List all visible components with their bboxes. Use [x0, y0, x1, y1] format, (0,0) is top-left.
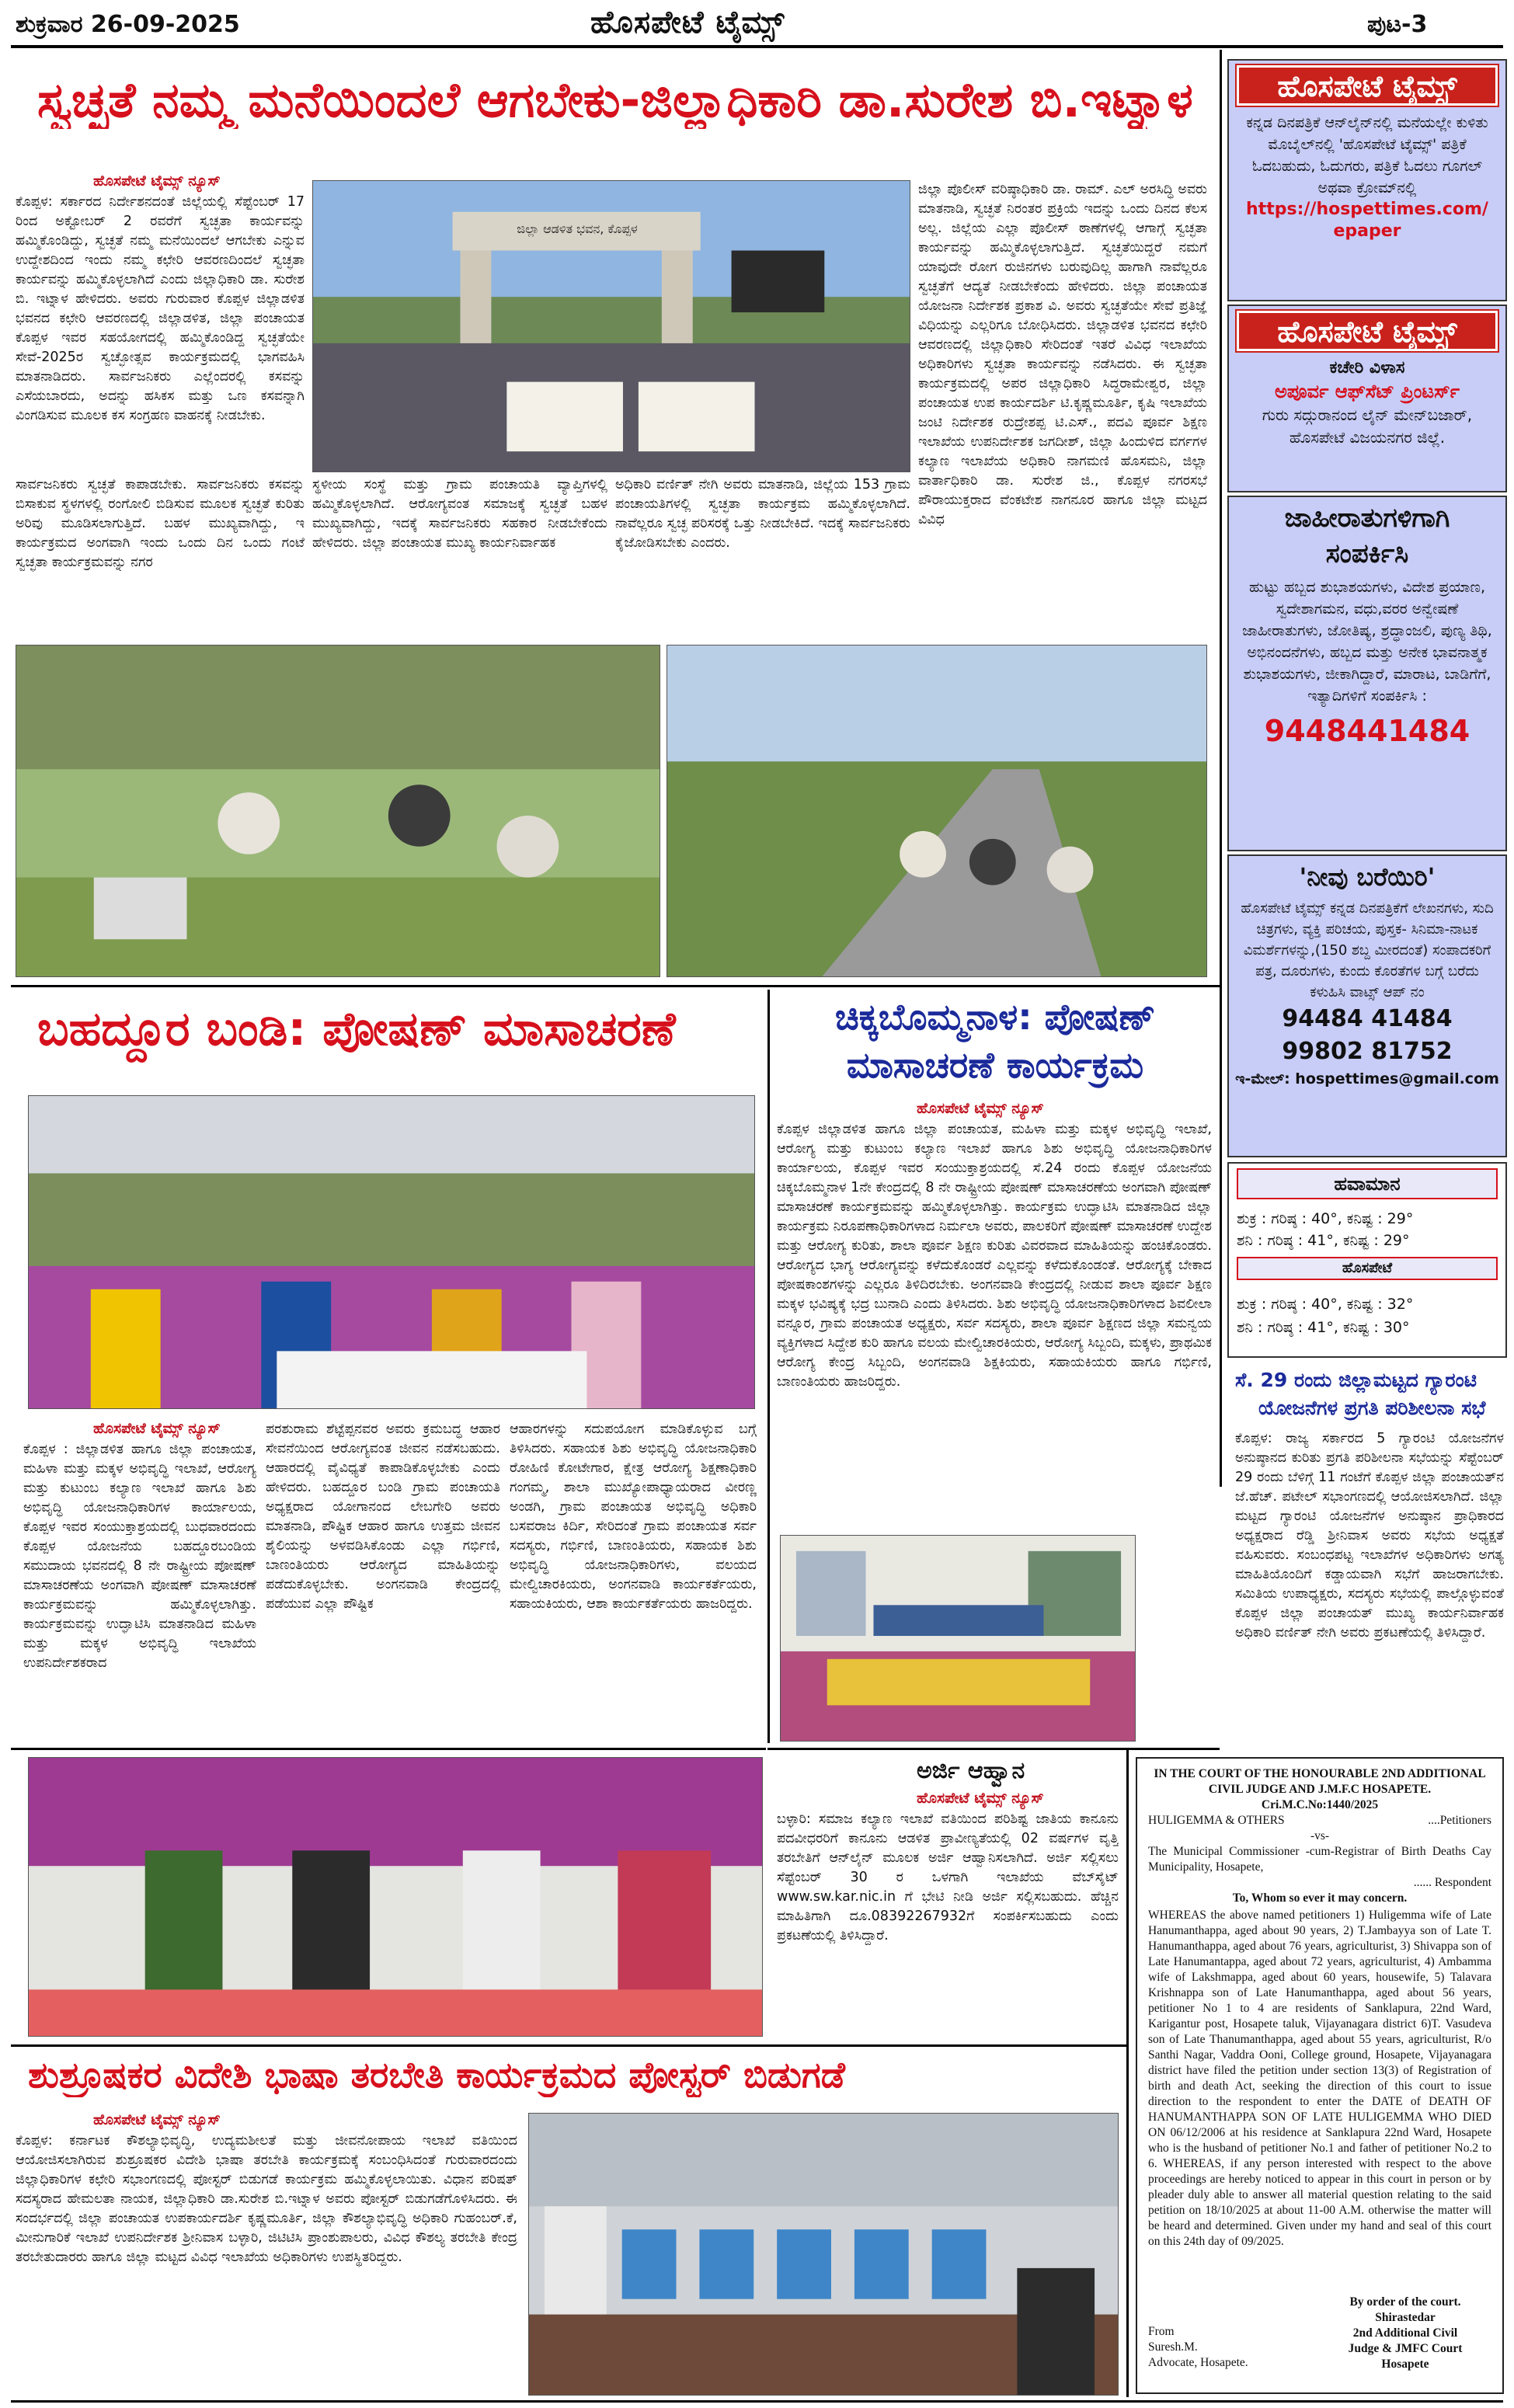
- sidebar-ad1-title: ಹೊಸಪೇಟೆ ಟೈಮ್ಸ್: [1237, 65, 1498, 106]
- masthead-page-number: ಪುಟ-3: [1367, 11, 1428, 38]
- story1-byline: ಹೊಸಪೇಟೆ ಟೈಮ್ಸ್ ನ್ಯೂಸ್: [93, 172, 221, 190]
- story3-byline: ಹೊಸಪೇಟೆ ಟೈಮ್ಸ್ ನ್ಯೂಸ್: [917, 1100, 1044, 1117]
- story-divider-court: [1126, 1752, 1129, 2397]
- story1-column-2: ಸ್ಥಳೀಯ ಸಂಸ್ಥೆ ಮತ್ತು ಗ್ರಾಮ ಪಂಚಾಯತಿ ವ್ಯಾಪ್ತಿಗಳಲ್ಲಿ ಹಮ್ಮಿಕೊಳ್ಳಲಾಗಿದೆ. ಆರೋಗ್ಯವಂತ ಸಮಾಜಕ್ಕೆ ಸ್ವಚ್ಛತೆ ಬಹಳ ಮುಖ್ಯವಾಗಿದ್ದು, ಇದಕ್ಕೆ ಸಾರ್ವಜನಿಕರು ಸಹಕಾರ ನೀಡಬೇಕೆಂದು ಹೇಳಿದರು. ಜಿಲ್ಲಾ ಪಂಚಾಯತ ಮುಖ್ಯ ಕಾರ್ಯನಿರ್ವಾಹಕ: [312, 477, 607, 551]
- masthead-rule: [11, 45, 1503, 48]
- story1-headline: ಸ್ವಚ್ಛತೆ ನಮ್ಮ ಮನೆಯಿಂದಲೆ ಆಗಬೇಕು-ಜಿಲ್ಲಾಧಿಕಾರಿ ಡಾ.ಸುರೇಶ ಬಿ.ಇಟ್ನಾಳ: [37, 71, 1193, 128]
- sidebar-ad2-label: ಕಚೇರಿ ವಿಳಾಸ: [1329, 358, 1405, 378]
- sidebar-weather: [1227, 1162, 1507, 1358]
- court-order-role1: Shirastedar: [1375, 2311, 1436, 2324]
- story2-byline: ಹೊಸಪೇಟೆ ಟೈಮ್ಸ್ ನ್ಯೂಸ್: [93, 1420, 221, 1437]
- story2-column-3: ಆಹಾರಗಳನ್ನು ಸದುಪಯೋಗ ಮಾಡಿಕೊಳ್ಳುವ ಬಗ್ಗೆ ತಿಳಿಸಿದರು. ಸಹಾಯಕ ಶಿಶು ಅಭಿವೃದ್ಧಿ ಯೋಜನಾಧಿಕಾರಿ ರೋಹಿಣಿ ಕೋಟೇಗಾರ, ಕ್ಷೇತ್ರ ಆರೋಗ್ಯ ಶಿಕ್ಷಣಾಧಿಕಾರಿ ಗಂಗಮ್ಮ, ಶಾಲಾ ಮುಖ್ಯೋಪಾಧ್ಯಾಯರಾದ ವೀರಣ್ಣ ಅಂಡಗಿ, ಗ್ರಾಮ ಪಂಚಾಯತ ಅಭಿವೃದ್ಧಿ ಅಧಿಕಾರಿ ಬಸವರಾಜ ಕಿರ್ದಿ, ಸೇರಿದಂತೆ ಗ್ರಾಮ ಪಂಚಾಯತ ಸರ್ವ ಸದಸ್ಯರು, ಗರ್ಭಿಣಿ, ಬಾಣಂತಿಯರು, ಸಹಾಯಕ ಶಿಶು ಅಭಿವೃದ್ಧಿ ಯೋಜನಾಧಿಕಾರಿಗಳು, ವಲಯದ ಮೇಲ್ವಿಚಾರಕಿಯರು, ಅಂಗನವಾಡಿ ಕಾರ್ಯಕರ್ತೆಯರು, ಸಹಾಯಕಿಯರು, ಆಶಾ ಕಾರ್ಯಕರ್ತೆಯರು ಹಾಜರಿದ್ದರು.: [510, 1421, 757, 1612]
- story6-photo-event: [28, 1757, 763, 2037]
- story5-headline: ಅರ್ಜಿ ಆಹ್ವಾನ: [917, 1757, 1025, 1784]
- masthead-date: ಶುಕ್ರವಾರ 26-09-2025: [16, 11, 240, 38]
- section-rule-story5: [767, 1748, 1220, 1750]
- court-from-title: Advocate, Hosapete.: [1148, 2356, 1248, 2369]
- weather-koppal-row-2: [1229, 1229, 1410, 1252]
- court-party1: HULIGEMMA & OTHERS: [1148, 1814, 1285, 1827]
- court-from: [1148, 2324, 1303, 2371]
- weather-hospet-title: ಹೊಸಪೇಟೆ: [1237, 1257, 1498, 1280]
- weather-value: : ಗರಿಷ್ಠ : 40°, ಕನಿಷ್ಟ : 29°: [1261, 1210, 1414, 1227]
- court-heading: IN THE COURT OF THE HONOURABLE 2ND ADDITIONAL CIVIL JUDGE AND J.M.F.C HOSAPETE.: [1154, 1767, 1486, 1796]
- sidebar-ad2-title: ಹೊಸಪೇಟೆ ಟೈಮ್ಸ್: [1237, 311, 1498, 351]
- court-party1-row: [1148, 1813, 1491, 1829]
- sidebar-ad4-title: 'ನೀವು ಬರೆಯಿರಿ': [1299, 862, 1436, 892]
- story1-column-1b: ಸಾರ್ವಜನಿಕರು ಸ್ವಚ್ಛತೆ ಕಾಪಾಡಬೇಕು. ಸಾರ್ವಜನಿಕರು ಕಸವನ್ನು ಬಿಸಾಕುವ ಸ್ಥಳಗಳಲ್ಲಿ ರಂಗೋಲಿ ಬಿಡಿಸುವ ಮೂಲಕ ಸ್ವಚ್ಛತೆ ಕುರಿತು ಅರಿವು ಮೂಡಿಸಲಾಗುತ್ತಿದೆ. ಬಹಳ ಮುಖ್ಯವಾಗಿದ್ದು, ಇ ಕಾರ್ಯಕ್ರಮದ ಅಂಗವಾಗಿ ಇಂದು ಒಂದು ದಿನ ಒಂದು ಗಂಟೆ ಸ್ವಚ್ಛತಾ ಕಾರ್ಯಕ್ರಮವನ್ನು ನಗರ: [16, 477, 305, 570]
- court-body: WHEREAS the above named petitioners 1) Huligemma wife of Late Hanumanthappa, aged about 90 years, 2) T.Jambayya son of Late T. Hanumanthappa, aged about 76 years, agriculturist, 3) Shivappa son of Late Hanumantappa, aged about 72 years, agriculturist, 4) Ambamma wife of Lakshmappa, aged about 60 years, housewife, 5) Talavara Krishnappa son of Late Hanumanthappa, aged about 56 years, petitioner No 1 to 4 are residents of Sanklapura, 22nd Ward, Karigantur post, Hosapete taluk, Vijayanagara district 6)T. Vasudeva son of Late Thanumanthappa, aged about 55 years, agriculturist, R/o Santhi Nagar, Vaddra Ooni, College ground, Hosapete, Vijayanagara district have filed the petition under section 13(3) of Registration of birth and death Act, seeking the direction of this court to issue direction to the respondent to enter the DATE of DEATH OF HANUMANTHAPPA SON OF LATE HULIGEMMA WHO DIED ON 06/12/2006 at his residence at Sanklapura 22nd Ward, Hosapete who is the husband of petitioner No.1 and father of petitioner No.2 to 6. WHEREAS, if any person interested with respect to the above proceedings are hereby noticed to appear in this court in person or by pleader duly able to answer all material question relating to the said petition on 18/10/2025 at about 11-00 A.M. otherwise the matter will be heard and determined. Given under my hand and seal of this court on this 24th day of 09/2025.: [1148, 1909, 1491, 2248]
- section-rule-3: [11, 2044, 1126, 2047]
- sidebar-ad4-email[interactable]: ಇ-ಮೇಲ್: hospettimes@gmail.com: [1235, 1070, 1499, 1087]
- story3-headline-line1: ಚಿಕ್ಕಬೊಮ್ಮನಾಳ: ಪೋಷಣ್: [834, 996, 1156, 1038]
- court-case-number: Cri.M.C.No:1440/2025: [1261, 1798, 1379, 1811]
- sidebar-ad3-title2: ಸಂಪರ್ಕಿಸಿ: [1325, 538, 1409, 569]
- court-party1-role: ....Petitioners: [1428, 1814, 1491, 1827]
- court-order-line: By order of the court.: [1349, 2295, 1461, 2309]
- sidebar-ad2-press: ಅಪೂರ್ವ ಆಫ್‌ಸೆಟ್ ಪ್ರಿಂಟರ್ಸ್: [1274, 381, 1460, 402]
- weather-koppal-row-1: [1229, 1207, 1413, 1230]
- story5-text: ಬಳ್ಳಾರಿ: ಸಮಾಜ ಕಲ್ಯಾಣ ಇಲಾಖೆ ವತಿಯಿಂದ ಪರಿಶಿಷ್ಟ ಜಾತಿಯ ಕಾನೂನು ಪದವೀಧರರಿಗೆ ಕಾನೂನು ಆಡಳಿತ ಪ್ರಾವೀಣ್ಯತೆಯಲ್ಲಿ 02 ವರ್ಷಗಳ ವೃತ್ತಿ ತರಬೇತಿಗೆ ಆನ್‌ಲೈನ್ ಮೂಲಕ ಅರ್ಜಿ ಆಹ್ವಾನಿಸಲಾಗಿದೆ. ಅರ್ಜಿ ಸಲ್ಲಿಸಲು ಸೆಪ್ಟೆಂಬರ್ 30 ರ ಒಳಗಾಗಿ ಇಲಾಖೆಯ ವೆಬ್‌ಸೈಟ್ www.sw.kar.nic.in ಗೆ ಭೇಟಿ ನೀಡಿ ಅರ್ಜಿ ಸಲ್ಲಿಸಬಹುದು. ಹೆಚ್ಚಿನ ಮಾಹಿತಿಗಾಗಿ ದೂ.08392267932ಗೆ ಸಂಪರ್ಕಿಸಬಹುದು ಎಂದು ಪ್ರಕಟಣೆಯಲ್ಲಿ ತಿಳಿಸಿದ್ದಾರೆ.: [777, 1811, 1119, 1943]
- sidebar-ad3-phone[interactable]: 9448441484: [1264, 714, 1470, 748]
- story2-column-2: ಪರಶುರಾಮ ಶೆಟ್ಟೆಪ್ಪನವರ ಅವರು ಕ್ರಮಬದ್ಧ ಆಹಾರ ಸೇವನೆಯಿಂದ ಆರೋಗ್ಯವಂತ ಜೀವನ ನಡೆಸಬಹುದು. ಆಹಾರದಲ್ಲಿ ವೈವಿಧ್ಯತೆ ಕಾಪಾಡಿಕೊಳ್ಳಬೇಕು ಎಂದು ಹೇಳಿದರು. ಬಹದ್ದೂರ ಬಂಡಿ ಗ್ರಾಮ ಪಂಚಾಯತಿ ಅಧ್ಯಕ್ಷರಾದ ಯೋಗಾನಂದ ಲೇಬಗೇರಿ ಅವರು ಮಾತನಾಡಿ, ಪೌಷ್ಟಿಕ ಆಹಾರ ಹಾಗೂ ಉತ್ತಮ ಜೀವನ ಶೈಲಿಯನ್ನು ಅಳವಡಿಸಿಕೊಂಡು ಎಲ್ಲಾ ಗರ್ಭಿಣಿ, ಬಾಣಂತಿಯರು ಆರೋಗ್ಯದ ಮಾಹಿತಿಯನ್ನು ಪಡೆದುಕೊಳ್ಳಬೇಕು. ಅಂಗನವಾಡಿ ಕೇಂದ್ರದಲ್ಲಿ ಪಡೆಯುವ ಎಲ್ಲಾ ಪೌಷ್ಟಿಕ: [266, 1421, 500, 1612]
- story4-headline-line2: ಯೋಜನೆಗಳ ಪ್ರಗತಿ ಪರಿಶೀಲನಾ ಸಭೆ: [1258, 1397, 1486, 1419]
- court-notice: [1136, 1757, 1504, 2394]
- story3-text: ಕೊಪ್ಪಳ ಜಿಲ್ಲಾಡಳಿತ ಹಾಗೂ ಜಿಲ್ಲಾ ಪಂಚಾಯತ, ಮಹಿಳಾ ಮತ್ತು ಮಕ್ಕಳ ಅಭಿವೃದ್ಧಿ ಇಲಾಖೆ, ಆರೋಗ್ಯ ಮತ್ತು ಕುಟುಂಬ ಕಲ್ಯಾಣ ಇಲಾಖೆ ಹಾಗೂ ಶಿಶು ಅಭಿವೃದ್ಧಿ ಯೋಜನಾಧಿಕಾರಿಗಳ ಕಾರ್ಯಾಲಯ, ಕೊಪ್ಪಳ ಇವರ ಸಂಯುಕ್ತಾಶ್ರಯದಲ್ಲಿ ಸೆ.24 ರಂದು ಕೊಪ್ಪಳ ಯೋಜನೆಯ ಚಿಕ್ಕಬೊಮ್ಮನಾಳ 1ನೇ ಕೇಂದ್ರದಲ್ಲಿ 8 ನೇ ರಾಷ್ಟ್ರೀಯ ಪೋಷಣ್ ಮಾಸಾಚರಣೆಯ ಅಂಗವಾಗಿ ಪೋಷಣ್ ಮಾಸಾಚರಣೆ ಕಾರ್ಯಕ್ರಮವನ್ನು ಹಮ್ಮಿಕೊಳ್ಳಲಾಗಿತ್ತು. ಕಾರ್ಯಕ್ರಮ ಉದ್ಘಾಟಿಸಿ ಮಾತನಾಡಿದ ಜಿಲ್ಲಾ ಕಾರ್ಯಕ್ರಮ ನಿರೂಪಣಾಧಿಕಾರಿಗಳಾದ ನಿರ್ಮಲಾ ಅವರು, ಪಾಲಕರಿಗೆ ಪೋಷಣ್ ಮಾಸಾಚರಣೆ ಉದ್ದೇಶ ಮತ್ತು ಆರೋಗ್ಯ ಕುರಿತು, ಶಾಲಾ ಪೂರ್ವ ಶಿಕ್ಷಣ ಕುರಿತು ವಿವರವಾದ ಮಾಹಿತಿಯನ್ನು ಹಂಚಿಕೊಂಡರು. ಆರೋಗ್ಯದ ಭಾಗ್ಯ ಆರೋಗ್ಯವನ್ನು ಕಳೆದುಕೊಂಡರೆ ಎಲ್ಲವನ್ನು ಕಳೆದುಕೊಂಡಂತೆ. ಆರೋಗ್ಯಕ್ಕೆ ಬೇಕಾದ ಪೋಷಕಾಂಶಗಳನ್ನು ಎಲ್ಲರೂ ತಿಳಿದಿರಬೇಕು. ಅಂಗನವಾಡಿ ಕೇಂದ್ರದಲ್ಲಿ ನೀಡುವ ಶಾಲಾ ಪೂರ್ವ ಶಿಕ್ಷಣ ಮಕ್ಕಳ ಭವಿಷ್ಯಕ್ಕೆ ಭದ್ರ ಬುನಾದಿ ಎಂದು ತಿಳಿಸಿದರು. ಶಿಶು ಅಭಿವೃದ್ಧಿ ಯೋಜನಾಧಿಕಾರಿಗಳಾದ ಶಿವಲೀಲಾ ವನ್ನೂರ, ಗ್ರಾಮ ಪಂಚಾಯತ ಅಧ್ಯಕ್ಷರು, ಸರ್ವ ಸದಸ್ಯರು, ಶಾಲಾ ಪೂರ್ವ ಶಿಕ್ಷಣದ ಜಿಲ್ಲಾ ಸಮನ್ವಯ ವ್ಯಕ್ತಿಗಳಾದ ಸಿದ್ದೇಶ ಕುರಿ ಹಾಗೂ ವಲಯ ಮೇಲ್ವಿಚಾರಕಿಯರು, ಆರೋಗ್ಯ ಸಿಬ್ಬಂದಿ, ಮಕ್ಕಳು, ಪ್ರಾಥಮಿಕ ಆರೋಗ್ಯ ಕೇಂದ್ರ ಸಿಬ್ಬಂದಿ, ಅಂಗನವಾಡಿ ಶಿಕ್ಷಕಿಯರು, ಸಹಾಯಕಿಯರು ಹಾಗೂ ಗರ್ಭಿಣಿ, ಬಾಣಂತಿಯರು ಹಾಜರಿದ್ದರು.: [777, 1122, 1212, 1390]
- court-to-whom: To, Whom so ever it may concern.: [1232, 1891, 1408, 1905]
- sidebar-ad3-title1: ಜಾಹೀರಾತುಗಳಿಗಾಗಿ: [1284, 503, 1450, 534]
- weather-hospet-row-1: [1229, 1293, 1413, 1316]
- sidebar-ad1-url[interactable]: https://hospettimes.com/: [1246, 200, 1488, 219]
- story1-photo-gate: [312, 180, 910, 472]
- court-party2-role: ...... Respondent: [1413, 1876, 1491, 1889]
- sidebar-ad2-address: ಗುರು ಸದ್ಗುರಾನಂದ ಲೈನ್ ಮೇನ್‌ಬಜಾರ್, ಹೊಸಪೇಟೆ ವಿಜಯನಗರ ಜಿಲ್ಲೆ.: [1262, 405, 1473, 447]
- story6-headline: ಶುಶ್ರೂಷಕರ ವಿದೇಶಿ ಭಾಷಾ ತರಬೇತಿ ಕಾರ್ಯಕ್ರಮದ ಪೋಸ್ಟರ್ ಬಿಡುಗಡೆ: [28, 2054, 845, 2096]
- court-vs: -vs-: [1310, 1829, 1330, 1843]
- weather-hospet-row-2: [1229, 1316, 1410, 1339]
- court-order-role3: Judge & JMFC Court: [1348, 2342, 1463, 2355]
- story6-byline: ಹೊಸಪೇಟೆ ಟೈಮ್ಸ್ ನ್ಯೂಸ್: [93, 2111, 221, 2128]
- story2-photo: [28, 1095, 755, 1409]
- sidebar-ad4-phone1[interactable]: 94484 41484: [1282, 1005, 1453, 1032]
- section-rule-1: [11, 985, 1220, 987]
- weather-day: ಶುಕ್ರ: [1237, 1296, 1257, 1313]
- story2-headline: ಬಹದ್ದೂರ ಬಂಡಿ: ಪೋಷಣ್ ಮಾಸಾಚರಣೆ: [37, 1002, 676, 1056]
- weather-day: ಶನಿ: [1237, 1232, 1253, 1249]
- story6-photo-poster: [528, 2113, 1119, 2396]
- weather-value: : ಗರಿಷ್ಠ : 41°, ಕನಿಷ್ಟ : 30°: [1258, 1319, 1410, 1336]
- court-from-label: From: [1148, 2325, 1175, 2338]
- court-order: [1316, 2295, 1495, 2372]
- story-divider-2-3: [767, 990, 770, 1743]
- sidebar-ad-write: [1227, 854, 1507, 1157]
- sidebar-ad-office: [1227, 304, 1507, 492]
- sidebar-ad-contact: [1227, 496, 1507, 851]
- sidebar-ad3-text: ಹುಟ್ಟು ಹಬ್ಬದ ಶುಭಾಶಯಗಳು, ವಿದೇಶ ಪ್ರಯಾಣ, ಸ್ವದೇಶಾಗಮನ, ವಧು,ವರರ ಅನ್ವೇಷಣೆ ಜಾಹೀರಾತುಗಳು, ಜೋತಿಷ್ಯ, ಶ್ರದ್ಧಾಂಜಲಿ, ಪುಣ್ಯ ತಿಥಿ, ಅಭಿನಂದನೆಗಳು, ಹಬ್ಬದ ಮತ್ತು ಅನೇಕ ಭಾವನಾತ್ಮಕ ಶುಭಾಶಯಗಳು, ಜೀಕಾಗಿದ್ದಾರೆ, ಮಾರಾಟ, ಬಾಡಿಗೆಗೆ, ಇತ್ಯಾದಿಗಳಿಗೆ ಸಂಪರ್ಕಿಸಿ :: [1242, 579, 1492, 705]
- story4-text: ಕೊಪ್ಪಳ: ರಾಜ್ಯ ಸರ್ಕಾರದ 5 ಗ್ಯಾರಂಟಿ ಯೋಜನೆಗಳ ಅನುಷ್ಠಾನದ ಕುರಿತು ಪ್ರಗತಿ ಪರಿಶೀಲನಾ ಸಭೆಯನ್ನು ಸೆಪ್ಟೆಂಬರ್ 29 ರಂದು ಬೆಳಿಗ್ಗೆ 11 ಗಂಟೆಗೆ ಕೊಪ್ಪಳ ಜಿಲ್ಲಾ ಪಂಚಾಯತ್‌ನ ಜೆ.ಹೆಚ್. ಪಟೇಲ್ ಸಭಾಂಗಣದಲ್ಲಿ ಆಯೋಜಿಸಲಾಗಿದೆ. ಜಿಲ್ಲಾ ಮಟ್ಟದ ಗ್ಯಾರಂಟಿ ಯೋಜನೆಗಳ ಅನುಷ್ಠಾನ ಪ್ರಾಧಿಕಾರದ ಅಧ್ಯಕ್ಷರಾದ ರೆಡ್ಡಿ ಶ್ರೀನಿವಾಸ ಅವರು ಸಭೆಯ ಅಧ್ಯಕ್ಷತೆ ವಹಿಸುವರು. ಸಂಬಂಧಪಟ್ಟ ಇಲಾಖೆಗಳ ಅಧಿಕಾರಿಗಳು ಅಗತ್ಯ ಮಾಹಿತಿಯೊಂದಿಗೆ ಕಡ್ಡಾಯವಾಗಿ ಸಭೆಗೆ ಹಾಜರಾಗಬೇಕು. ಸಮಿತಿಯ ಉಪಾಧ್ಯಕ್ಷರು, ಸದಸ್ಯರು ಸಭೆಯಲ್ಲಿ ಪಾಲ್ಗೊಳ್ಳುವಂತೆ ಕೊಪ್ಪಳ ಜಿಲ್ಲಾ ಪಂಚಾಯತ್ ಮುಖ್ಯ ಕಾರ್ಯನಿರ್ವಾಹಕ ಅಧಿಕಾರಿ ವರ್ಣಿತ್ ನೇಗಿ ಅವರು ಪ್ರಕಟಣೆಯಲ್ಲಿ ತಿಳಿಸಿದ್ದಾರೆ.: [1235, 1431, 1504, 1641]
- story2-column-1: ಕೊಪ್ಪಳ : ಜಿಲ್ಲಾಡಳಿತ ಹಾಗೂ ಜಿಲ್ಲಾ ಪಂಚಾಯತ, ಮಹಿಳಾ ಮತ್ತು ಮಕ್ಕಳ ಅಭಿವೃದ್ಧಿ ಇಲಾಖೆ, ಆರೋಗ್ಯ ಮತ್ತು ಕುಟುಂಬ ಕಲ್ಯಾಣ ಇಲಾಖೆ ಹಾಗೂ ಶಿಶು ಅಭಿವೃದ್ಧಿ ಯೋಜನಾಧಿಕಾರಿಗಳ ಕಾರ್ಯಾಲಯ, ಕೊಪ್ಪಳ ಇವರ ಸಂಯುಕ್ತಾಶ್ರಯದಲ್ಲಿ ಬುಧವಾರದಂದು ಕೊಪ್ಪಳ ಯೋಜನೆಯ ಬಹದ್ದೂರಬಂಡಿಯ ಸಮುದಾಯ ಭವನದಲ್ಲಿ 8 ನೇ ರಾಷ್ಟ್ರೀಯ ಪೋಷಣ್ ಮಾಸಾಚರಣೆಯ ಅಂಗವಾಗಿ ಪೋಷಣ್ ಮಾಸಾಚರಣೆ ಕಾರ್ಯಕ್ರಮವನ್ನು ಹಮ್ಮಿಕೊಳ್ಳಲಾಗಿತ್ತು. ಕಾರ್ಯಕ್ರಮವನ್ನು ಉದ್ಘಾಟಿಸಿ ಮಾತನಾಡಿದ ಮಹಿಳಾ ಮತ್ತು ಮಕ್ಕಳ ಅಭಿವೃದ್ಧಿ ಇಲಾಖೆಯ ಉಪನಿರ್ದೇಶಕರಾದ: [23, 1442, 256, 1671]
- court-order-place: Hosapete: [1381, 2358, 1429, 2371]
- sidebar-ad1-text: ಕನ್ನಡ ದಿನಪತ್ರಿಕೆ ಆನ್‌ಲೈನ್‌ನಲ್ಲಿ ಮನೆಯಲ್ಲೇ ಕುಳಿತು ಮೊಬೈಲ್‌ನಲ್ಲಿ 'ಹೊಸಪೇಟೆ ಟೈಮ್ಸ್' ಪತ್ರಿಕೆ ಓದಬಹುದು, ಓದುಗರು, ಪತ್ರಿಕೆ ಓದಲು ಗೂಗಲ್ ಅಥವಾ ಕ್ರೋಮ್‌ನಲ್ಲಿ: [1246, 114, 1488, 197]
- masthead-title: ಹೊಸಪೇಟೆ ಟೈಮ್ಸ್: [590, 5, 785, 40]
- story3-headline-line2: ಮಾಸಾಚರಣೆ ಕಾರ್ಯಕ್ರಮ: [846, 1044, 1144, 1086]
- court-from-name: Suresh.M.: [1148, 2340, 1198, 2354]
- court-party2: The Municipal Commissioner -cum-Registrar of Birth Deaths Cay Municipality, Hosapete,: [1148, 1845, 1491, 1874]
- story3-photo: [780, 1535, 1136, 1742]
- page-bottom-rule: [11, 2400, 1503, 2403]
- weather-day: ಶನಿ: [1237, 1319, 1253, 1336]
- story5-byline: ಹೊಸಪೇಟೆ ಟೈಮ್ಸ್ ನ್ಯೂಸ್: [917, 1790, 1044, 1807]
- court-order-role2: 2nd Additional Civil: [1352, 2326, 1458, 2340]
- story1-column-3: ಅಧಿಕಾರಿ ವರ್ಣಿತ್ ನೇಗಿ ಅವರು ಮಾತನಾಡಿ, ಜಿಲ್ಲೆಯ 153 ಗ್ರಾಮ ಪಂಚಾಯತಿಗಳಲ್ಲಿ ಸ್ವಚ್ಛತಾ ಕಾರ್ಯಕ್ರಮ ಹಮ್ಮಿಕೊಳ್ಳಲಾಗಿದೆ. ನಾವೆಲ್ಲರೂ ಸ್ವಚ್ಛ ಪರಿಸರಕ್ಕೆ ಒತ್ತು ನೀಡಬೇಕಿದೆ. ಇದಕ್ಕೆ ಸಾರ್ವಜನಿಕರು ಕೈಜೋಡಿಸಬೇಕು ಎಂದರು.: [615, 477, 910, 551]
- story1-photo-cleaning-1: [16, 645, 660, 977]
- sidebar-ad4-phone2[interactable]: 99802 81752: [1282, 1038, 1453, 1065]
- story1-column-1: ಕೊಪ್ಪಳ: ಸರ್ಕಾರದ ನಿರ್ದೇಶನದಂತೆ ಜಿಲ್ಲೆಯಲ್ಲಿ ಸೆಪ್ಟೆಂಬರ್ 17 ರಿಂದ ಅಕ್ಟೋಬರ್ 2 ರವರೆಗೆ ಸ್ವಚ್ಛತಾ ಕಾರ್ಯವನ್ನು ಹಮ್ಮಿಕೊಂಡಿದ್ದು, ಸ್ವಚ್ಛತೆ ನಮ್ಮ ಮನೆಯಿಂದಲೆ ಆಗಬೇಕು ಎನ್ನುವ ಉದ್ದೇಶದಿಂದ ಇಂದು ನಮ್ಮ ಕಛೇರಿ ಆವರಣದಿಂದಲೆ ಸ್ವಚ್ಛತಾ ಕಾರ್ಯವನ್ನು ಹಮ್ಮಿಕೊಳ್ಳಲಾಗಿದೆ ಎಂದು ಜಿಲ್ಲಾಧಿಕಾರಿ ಡಾ. ಸುರೇಶ ಬಿ. ಇಟ್ನಾಳ ಹೇಳಿದರು. ಅವರು ಗುರುವಾರ ಕೊಪ್ಪಳ ಜಿಲ್ಲಾಡಳಿತ ಭವನದ ಕಛೇರಿ ಆವರಣದಲ್ಲಿ ಜಿಲ್ಲಾಡಳಿತ, ಜಿಲ್ಲಾ ಪಂಚಾಯತ ಕೊಪ್ಪಳ ಇವರ ಸಹಯೋಗದಲ್ಲಿ ಹಮ್ಮಿಕೊಂಡಿದ್ದ ಸ್ವಚ್ಛತೆಯೇ ಸೇವೆ-2025ರ ಸ್ವಚ್ಛೋತ್ಸವ ಕಾರ್ಯಕ್ರಮದಲ್ಲಿ ಭಾಗವಹಿಸಿ ಮಾತನಾಡಿದರು. ಸಾರ್ವಜನಿಕರು ಎಲ್ಲೆಂದರಲ್ಲಿ ಕಸವನ್ನು ಎಸೆಯಬಾರದು, ಅದನ್ನು ಹಸಿಕಸ ಮತ್ತು ಒಣ ಕಸವನ್ನಾಗಿ ವಿಂಗಡಿಸುವ ಮೂಲಕ ಕಸ ಸಂಗ್ರಹಣ ವಾಹನಕ್ಕೆ ನೀಡಬೇಕು.: [16, 194, 305, 423]
- story4-headline-line1: ಸೆ. 29 ರಂದು ಜಿಲ್ಲಾಮಟ್ಟದ ಗ್ಯಾರಂಟಿ: [1235, 1369, 1477, 1391]
- sidebar-divider: [1220, 50, 1222, 1487]
- weather-value: : ಗರಿಷ್ಠ : 41°, ಕನಿಷ್ಟ : 29°: [1258, 1232, 1410, 1249]
- sidebar-ad-epaper: [1227, 59, 1507, 301]
- story1-photo-cleaning-2: [667, 645, 1207, 977]
- weather-value: : ಗರಿಷ್ಠ : 40°, ಕನಿಷ್ಟ : 32°: [1261, 1296, 1414, 1313]
- weather-day: ಶುಕ್ರ: [1237, 1210, 1257, 1227]
- sidebar-ad4-text: ಹೊಸಪೇಟೆ ಟೈಮ್ಸ್ ಕನ್ನಡ ದಿನಪತ್ರಿಕೆಗೆ ಲೇಖನಗಳು, ಸುದಿ ಚಿತ್ರಗಳು, ವ್ಯಕ್ತಿ ಪರಿಚಯ, ಪುಸ್ತಕ- ಸಿನಿಮಾ-ನಾಟಕ ವಿಮರ್ಶೆಗಳನ್ನು,(150 ಶಬ್ದ ಮೀರದಂತೆ) ಸಂಪಾದಕರಿಗೆ ಪತ್ರ, ದೂರುಗಳು, ಕುಂದು ಕೊರತೆಗಳ ಬಗ್ಗೆ ಬರೆದು ಕಳುಹಿಸಿ ವಾಟ್ಸ್ ಆಪ್ ನಂ: [1241, 900, 1494, 1000]
- story6-text: ಕೊಪ್ಪಳ: ಕರ್ನಾಟಕ ಕೌಶಲ್ಯಾಭಿವೃದ್ಧಿ, ಉದ್ಯಮಶೀಲತೆ ಮತ್ತು ಜೀವನೋಪಾಯ ಇಲಾಖೆ ವತಿಯಿಂದ ಆಯೋಜಿಸಲಾಗಿರುವ ಶುಶ್ರೂಷಕರ ವಿದೇಶಿ ಭಾಷಾ ತರಬೇತಿ ಕಾರ್ಯಕ್ರಮಕ್ಕೆ ಸಂಬಂಧಿಸಿದಂತೆ ಗುರುವಾರದಂದು ಜಿಲ್ಲಾಧಿಕಾರಿಗಳ ಕಛೇರಿ ಸಭಾಂಗಣದಲ್ಲಿ ಪೋಸ್ಟರ್ ಬಿಡುಗಡೆ ಕಾರ್ಯಕ್ರಮ ಹಮ್ಮಿಕೊಳ್ಳಲಾಯಿತು. ವಿಧಾನ ಪರಿಷತ್ ಸದಸ್ಯರಾದ ಹೇಮಲತಾ ನಾಯಕ, ಜಿಲ್ಲಾಧಿಕಾರಿ ಡಾ.ಸುರೇಶ ಬಿ.ಇಟ್ನಾಳ ಅವರು ಪೋಸ್ಟರ್ ಬಿಡುಗಡೆಗೊಳಿಸಿದರು. ಈ ಸಂದರ್ಭದಲ್ಲಿ ಜಿಲ್ಲಾ ಪಂಚಾಯತ ಉಪಕಾರ್ಯದರ್ಶಿ ಕೃಷ್ಣಮೂರ್ತಿ, ಜಿಲ್ಲಾ ಕೌಶಲ್ಯಾಭಿವೃದ್ಧಿ ಅಧಿಕಾರಿ ಗುಹಂಬರ್.ಕೆ, ಮೀನುಗಾರಿಕೆ ಇಲಾಖೆ ಉಪನಿರ್ದೇಶಕ ಶ್ರೀನಿವಾಸ ಬಳ್ಳಾರಿ, ಜಿಟಿಟಿಸಿ ಪ್ರಾಂಶುಪಾಲರು, ವಿವಿಧ ಕೌಶಲ್ಯ ತರಬೇತಿ ಕೇಂದ್ರ ತರಬೇತುದಾರರು ಹಾಗೂ ಜಿಲ್ಲಾ ಮಟ್ಟದ ವಿವಿಧ ಇಲಾಖೆಯ ಅಧಿಕಾರಿಗಳು ಉಪಸ್ಥಿತರಿದ್ದರು.: [16, 2133, 517, 2265]
- sidebar-ad1-url-epaper[interactable]: epaper: [1333, 221, 1401, 241]
- section-rule-2: [11, 1748, 766, 1750]
- story1-photo-banner: ಜಿಲ್ಲಾ ಆಡಳಿತ ಭವನ, ಕೊಪ್ಪಳ: [517, 221, 638, 236]
- weather-title: ಹವಾಮಾನ: [1237, 1168, 1498, 1199]
- story1-column-4: ಜಿಲ್ಲಾ ಪೊಲೀಸ್ ವರಿಷ್ಠಾಧಿಕಾರಿ ಡಾ. ರಾಮ್. ಎಲ್ ಅರಸಿದ್ಧಿ ಅವರು ಮಾತನಾಡಿ, ಸ್ವಚ್ಛತೆ ನಿರಂತರ ಪ್ರಕ್ರಿಯೆ ಇದನ್ನು ಒಂದು ದಿನದ ಕೆಲಸ ಅಲ್ಲ. ಜಿಲ್ಲೆಯ ಎಲ್ಲಾ ಪೊಲೀಸ್ ಠಾಣೆಗಳಲ್ಲಿ ಆಗಾಗ್ಗೆ ಸ್ವಚ್ಛತಾ ಕಾರ್ಯವನ್ನು ಹಮ್ಮಿಕೊಳ್ಳಲಾಗುತ್ತಿದೆ. ಸ್ವಚ್ಛತೆಯಿದ್ದರೆ ನಮಗೆ ಯಾವುದೇ ರೋಗ ರುಜಿನಗಳು ಬರುವುದಿಲ್ಲ ಹಾಗಾಗಿ ನಾವೆಲ್ಲರೂ ಸ್ವಚ್ಛತೆಗೆ ಆದ್ಯತೆ ನೀಡಬೇಕೆಂದು ಹೇಳಿದರು. ಜಿಲ್ಲಾ ಪಂಚಾಯತ ಯೋಜನಾ ನಿರ್ದೇಶಕ ಪ್ರಕಾಶ ವಿ. ಅವರು ಸ್ವಚ್ಛತೆಯೇ ಸೇವೆ ಪ್ರತಿಜ್ಞೆ ವಿಧಿಯನ್ನು ಎಲ್ಲರಿಗೂ ಬೋಧಿಸಿದರು. ಜಿಲ್ಲಾಡಳಿತ ಭವನದ ಕಛೇರಿ ಆವರಣದಲ್ಲಿ ಜಿಲ್ಲಾಧಿಕಾರಿ ಸೇರಿದಂತೆ ಇತರೆ ವಿವಿಧ ಇಲಾಖೆಯ ಅಧಿಕಾರಿಗಳು ಸ್ವಚ್ಛತಾ ಕಾರ್ಯವನ್ನು ನಡೆಸಿದರು. ಈ ಸ್ವಚ್ಛತಾ ಕಾರ್ಯಕ್ರಮದಲ್ಲಿ ಅಪರ ಜಿಲ್ಲಾಧಿಕಾರಿ ಸಿದ್ಧರಾಮೇಶ್ವರ, ಜಿಲ್ಲಾ ಪಂಚಾಯತ ಉಪ ಕಾರ್ಯದರ್ಶಿ ಟಿ.ಕೃಷ್ಣಮೂರ್ತಿ, ಕೃಷಿ ಇಲಾಖೆಯ ಜಂಟಿ ನಿರ್ದೇಶಕ ರುದ್ರೇಶಪ್ಪ ಟಿ.ಎಸ್., ಪದವಿ ಪೂರ್ವ ಶಿಕ್ಷಣ ಇಲಾಖೆಯ ಉಪನಿರ್ದೇಶಕ ಜಗದೀಶ್, ಜಿಲ್ಲಾ ಹಿಂದುಳಿದ ವರ್ಗಗಳ ಕಲ್ಯಾಣ ಇಲಾಖೆಯ ಅಧಿಕಾರಿ ನಾಗಮಣಿ ಹೊಸಮನಿ, ಜಿಲ್ಲಾ ವಾರ್ತಾಧಿಕಾರಿ ಡಾ. ಸುರೇಶ ಜಿ., ಕೊಪ್ಪಳ ನಗರಸಭೆ ಪೌರಾಯುಕ್ತರಾದ ವೆಂಕಟೇಶ ನಾಗನೂರ ಹಾಗೂ ಜಿಲ್ಲಾ ಮಟ್ಟದ ವಿವಿಧ: [918, 182, 1207, 527]
